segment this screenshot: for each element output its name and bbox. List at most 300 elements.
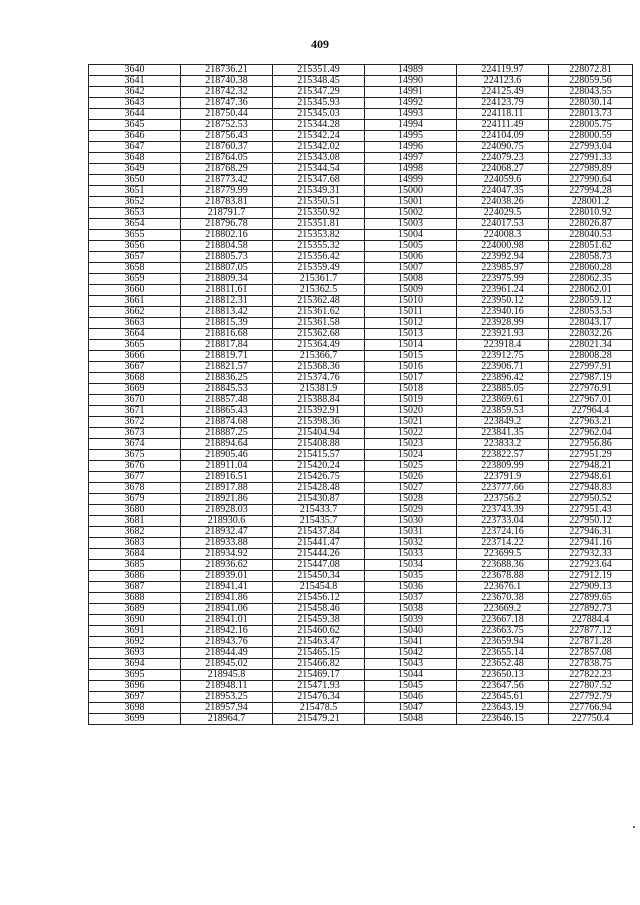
table-cell: 215426.75 xyxy=(273,472,365,483)
table-cell: 15044 xyxy=(365,670,457,681)
table-cell: 3693 xyxy=(89,648,181,659)
table-cell: 228062.35 xyxy=(549,274,633,285)
table-cell: 228072.81 xyxy=(549,65,633,76)
table-cell: 14991 xyxy=(365,87,457,98)
table-cell: 215345.93 xyxy=(273,98,365,109)
table-row xyxy=(89,175,633,186)
table-cell: 227997.91 xyxy=(549,362,633,373)
table-row xyxy=(89,219,633,230)
table-cell: 228062.01 xyxy=(549,285,633,296)
table-cell: 3667 xyxy=(89,362,181,373)
table-cell: 218805.73 xyxy=(181,252,273,263)
table-cell: 3685 xyxy=(89,560,181,571)
table-cell: 224008.3 xyxy=(457,230,549,241)
table-row xyxy=(89,659,633,670)
table-cell: 15009 xyxy=(365,285,457,296)
table-row xyxy=(89,208,633,219)
table-cell: 227807.52 xyxy=(549,681,633,692)
table-cell: 218932.47 xyxy=(181,527,273,538)
table-cell: 3649 xyxy=(89,164,181,175)
table-cell: 15030 xyxy=(365,516,457,527)
table-row xyxy=(89,263,633,274)
table-cell: 223975.99 xyxy=(457,274,549,285)
table-cell: 223733.04 xyxy=(457,516,549,527)
table-cell: 218791.7 xyxy=(181,208,273,219)
table-cell: 224038.26 xyxy=(457,197,549,208)
table-cell: 218905.46 xyxy=(181,450,273,461)
table-row xyxy=(89,197,633,208)
table-cell: 15020 xyxy=(365,406,457,417)
table-cell: 224047.35 xyxy=(457,186,549,197)
table-cell: 215450.34 xyxy=(273,571,365,582)
table-cell: 227991.33 xyxy=(549,153,633,164)
table-cell: 218911.04 xyxy=(181,461,273,472)
table-row xyxy=(89,560,633,571)
table-cell: 218742.32 xyxy=(181,87,273,98)
table-cell: 15038 xyxy=(365,604,457,615)
table-cell: 218917.88 xyxy=(181,483,273,494)
table-cell: 215444.26 xyxy=(273,549,365,560)
table-cell: 3688 xyxy=(89,593,181,604)
table-cell: 223961.24 xyxy=(457,285,549,296)
table-cell: 3640 xyxy=(89,65,181,76)
table-cell: 215356.42 xyxy=(273,252,365,263)
table-cell: 227932.33 xyxy=(549,549,633,560)
table-cell: 223885.05 xyxy=(457,384,549,395)
table-cell: 227838.75 xyxy=(549,659,633,670)
table-cell: 15011 xyxy=(365,307,457,318)
table-cell: 227766.94 xyxy=(549,703,633,714)
table-cell: 3646 xyxy=(89,131,181,142)
table-cell: 223985.97 xyxy=(457,263,549,274)
table-cell: 218779.99 xyxy=(181,186,273,197)
table-cell: 227857.08 xyxy=(549,648,633,659)
table-cell: 227948.61 xyxy=(549,472,633,483)
table-cell: 218812.31 xyxy=(181,296,273,307)
table-cell: 3656 xyxy=(89,241,181,252)
table-cell: 215458.46 xyxy=(273,604,365,615)
table-cell: 3666 xyxy=(89,351,181,362)
table-cell: 215469.17 xyxy=(273,670,365,681)
table-cell: 215420.24 xyxy=(273,461,365,472)
table-cell: 223669.2 xyxy=(457,604,549,615)
table-cell: 3679 xyxy=(89,494,181,505)
table-cell: 218819.71 xyxy=(181,351,273,362)
table-row xyxy=(89,186,633,197)
table-cell: 218933.88 xyxy=(181,538,273,549)
table-cell: 3686 xyxy=(89,571,181,582)
table-cell: 14999 xyxy=(365,175,457,186)
table-cell: 215437.84 xyxy=(273,527,365,538)
table-cell: 215353.82 xyxy=(273,230,365,241)
table-cell: 3680 xyxy=(89,505,181,516)
table-cell: 15013 xyxy=(365,329,457,340)
table-cell: 15047 xyxy=(365,703,457,714)
table-cell: 215478.5 xyxy=(273,703,365,714)
table-cell: 218953.25 xyxy=(181,692,273,703)
table-cell: 228043.17 xyxy=(549,318,633,329)
table-cell: 215366.7 xyxy=(273,351,365,362)
table-row xyxy=(89,329,633,340)
table-cell: 218813.42 xyxy=(181,307,273,318)
table-cell: 15028 xyxy=(365,494,457,505)
table-cell: 223646.15 xyxy=(457,714,549,725)
table-cell: 227946.31 xyxy=(549,527,633,538)
table-cell: 215349.31 xyxy=(273,186,365,197)
table-row xyxy=(89,362,633,373)
table-cell: 218773.42 xyxy=(181,175,273,186)
table-row xyxy=(89,527,633,538)
table-cell: 218874.68 xyxy=(181,417,273,428)
table-cell: 3644 xyxy=(89,109,181,120)
table-row xyxy=(89,450,633,461)
table-cell: 228051.62 xyxy=(549,241,633,252)
table-row xyxy=(89,582,633,593)
table-cell: 227892.73 xyxy=(549,604,633,615)
table-row xyxy=(89,384,633,395)
table-cell: 3678 xyxy=(89,483,181,494)
table-cell: 3676 xyxy=(89,461,181,472)
page-number: 409 xyxy=(311,37,329,51)
table-cell: 14998 xyxy=(365,164,457,175)
table-cell: 15016 xyxy=(365,362,457,373)
table-cell: 215348.45 xyxy=(273,76,365,87)
table-cell: 228040.53 xyxy=(549,230,633,241)
table-cell: 3655 xyxy=(89,230,181,241)
table-cell: 15005 xyxy=(365,241,457,252)
table-cell: 215456.12 xyxy=(273,593,365,604)
scan-mark xyxy=(633,826,635,828)
table-cell: 228059.56 xyxy=(549,76,633,87)
table-cell: 223896.42 xyxy=(457,373,549,384)
table-row xyxy=(89,153,633,164)
table-cell: 223714.22 xyxy=(457,538,549,549)
table-cell: 3654 xyxy=(89,219,181,230)
table-cell: 15045 xyxy=(365,681,457,692)
table-row xyxy=(89,549,633,560)
table-row xyxy=(89,593,633,604)
table-cell: 228059.12 xyxy=(549,296,633,307)
table-cell: 3690 xyxy=(89,615,181,626)
table-cell: 224029.5 xyxy=(457,208,549,219)
table-cell: 223912.75 xyxy=(457,351,549,362)
table-cell: 223743.39 xyxy=(457,505,549,516)
table-row xyxy=(89,604,633,615)
table-cell: 215364.49 xyxy=(273,340,365,351)
table-cell: 3643 xyxy=(89,98,181,109)
table-row xyxy=(89,109,633,120)
table-cell: 223918.4 xyxy=(457,340,549,351)
table-cell: 228005.75 xyxy=(549,120,633,131)
table-cell: 3650 xyxy=(89,175,181,186)
table-cell: 218857.48 xyxy=(181,395,273,406)
table-cell: 227912.19 xyxy=(549,571,633,582)
table-cell: 223670.38 xyxy=(457,593,549,604)
table-cell: 218752.53 xyxy=(181,120,273,131)
table-cell: 228060.28 xyxy=(549,263,633,274)
table-row xyxy=(89,637,633,648)
table-cell: 14994 xyxy=(365,120,457,131)
table-row xyxy=(89,681,633,692)
table-cell: 215361.62 xyxy=(273,307,365,318)
table-cell: 228000.59 xyxy=(549,131,633,142)
table-row xyxy=(89,241,633,252)
table-cell: 14997 xyxy=(365,153,457,164)
table-cell: 215398.36 xyxy=(273,417,365,428)
table-cell: 215479.21 xyxy=(273,714,365,725)
table-cell: 218936.62 xyxy=(181,560,273,571)
table-cell: 15018 xyxy=(365,384,457,395)
table-cell: 218921.86 xyxy=(181,494,273,505)
table-cell: 15001 xyxy=(365,197,457,208)
table-row xyxy=(89,340,633,351)
table-row xyxy=(89,516,633,527)
table-cell: 215355.32 xyxy=(273,241,365,252)
table-cell: 227950.52 xyxy=(549,494,633,505)
table-cell: 223928.99 xyxy=(457,318,549,329)
table-cell: 218894.64 xyxy=(181,439,273,450)
table-cell: 3651 xyxy=(89,186,181,197)
table-cell: 218887.25 xyxy=(181,428,273,439)
table-cell: 15006 xyxy=(365,252,457,263)
table-cell: 218941.41 xyxy=(181,582,273,593)
table-row xyxy=(89,648,633,659)
table-cell: 227951.29 xyxy=(549,450,633,461)
table-cell: 3699 xyxy=(89,714,181,725)
table-cell: 218811.61 xyxy=(181,285,273,296)
table-cell: 228008.28 xyxy=(549,351,633,362)
table-cell: 3670 xyxy=(89,395,181,406)
table-cell: 218939.01 xyxy=(181,571,273,582)
table-cell: 223678.88 xyxy=(457,571,549,582)
table-cell: 3698 xyxy=(89,703,181,714)
table-cell: 215471.93 xyxy=(273,681,365,692)
table-cell: 15023 xyxy=(365,439,457,450)
table-cell: 15025 xyxy=(365,461,457,472)
table-row xyxy=(89,285,633,296)
table-cell: 215347.68 xyxy=(273,175,365,186)
table-cell: 15015 xyxy=(365,351,457,362)
table-row xyxy=(89,76,633,87)
table-cell: 223699.5 xyxy=(457,549,549,560)
table-cell: 218821.57 xyxy=(181,362,273,373)
table-row xyxy=(89,472,633,483)
table-cell: 3663 xyxy=(89,318,181,329)
table-cell: 15043 xyxy=(365,659,457,670)
table-row xyxy=(89,538,633,549)
table-cell: 215465.15 xyxy=(273,648,365,659)
table-cell: 3677 xyxy=(89,472,181,483)
table-cell: 3692 xyxy=(89,637,181,648)
table-cell: 223906.71 xyxy=(457,362,549,373)
table-cell: 15037 xyxy=(365,593,457,604)
table-cell: 218756.43 xyxy=(181,131,273,142)
table-row xyxy=(89,505,633,516)
table-cell: 3658 xyxy=(89,263,181,274)
table-cell: 3673 xyxy=(89,428,181,439)
table-cell: 223992.94 xyxy=(457,252,549,263)
table-cell: 218804.58 xyxy=(181,241,273,252)
table-row xyxy=(89,296,633,307)
table-cell: 215362.48 xyxy=(273,296,365,307)
table-cell: 14993 xyxy=(365,109,457,120)
table-cell: 223940.16 xyxy=(457,307,549,318)
table-cell: 227989.89 xyxy=(549,164,633,175)
table-cell: 218942.16 xyxy=(181,626,273,637)
table-cell: 15027 xyxy=(365,483,457,494)
table-row xyxy=(89,615,633,626)
table-cell: 3672 xyxy=(89,417,181,428)
table-cell: 15046 xyxy=(365,692,457,703)
table-cell: 15007 xyxy=(365,263,457,274)
table-cell: 15042 xyxy=(365,648,457,659)
table-cell: 223833.2 xyxy=(457,439,549,450)
table-row xyxy=(89,164,633,175)
table-cell: 223652.48 xyxy=(457,659,549,670)
table-cell: 227967.01 xyxy=(549,395,633,406)
table-cell: 223724.16 xyxy=(457,527,549,538)
table-cell: 15031 xyxy=(365,527,457,538)
table-cell: 227987.19 xyxy=(549,373,633,384)
table-row xyxy=(89,318,633,329)
table-cell: 223756.2 xyxy=(457,494,549,505)
table-cell: 218796.78 xyxy=(181,219,273,230)
table-cell: 218865.43 xyxy=(181,406,273,417)
table-row xyxy=(89,417,633,428)
table-row xyxy=(89,692,633,703)
table-cell: 3648 xyxy=(89,153,181,164)
table-cell: 15014 xyxy=(365,340,457,351)
table-cell: 218944.49 xyxy=(181,648,273,659)
table-cell: 224119.97 xyxy=(457,65,549,76)
table-cell: 215374.76 xyxy=(273,373,365,384)
table-cell: 223921.93 xyxy=(457,329,549,340)
table-cell: 228058.73 xyxy=(549,252,633,263)
table-row xyxy=(89,461,633,472)
table-cell: 3665 xyxy=(89,340,181,351)
table-cell: 215351.81 xyxy=(273,219,365,230)
table-row xyxy=(89,131,633,142)
table-cell: 227884.4 xyxy=(549,615,633,626)
table-cell: 15004 xyxy=(365,230,457,241)
table-cell: 3694 xyxy=(89,659,181,670)
table-cell: 228032.26 xyxy=(549,329,633,340)
table-cell: 218760.37 xyxy=(181,142,273,153)
table-cell: 223655.14 xyxy=(457,648,549,659)
table-cell: 227956.86 xyxy=(549,439,633,450)
table-cell: 215433.7 xyxy=(273,505,365,516)
table-cell: 215404.94 xyxy=(273,428,365,439)
table-cell: 3674 xyxy=(89,439,181,450)
table-cell: 3662 xyxy=(89,307,181,318)
table-cell: 218807.05 xyxy=(181,263,273,274)
table-cell: 227941.16 xyxy=(549,538,633,549)
table-cell: 215368.36 xyxy=(273,362,365,373)
table-cell: 223869.61 xyxy=(457,395,549,406)
table-cell: 228043.55 xyxy=(549,87,633,98)
table-cell: 15041 xyxy=(365,637,457,648)
table-cell: 228013.73 xyxy=(549,109,633,120)
table-cell: 218764.05 xyxy=(181,153,273,164)
table-cell: 218783.81 xyxy=(181,197,273,208)
table-cell: 227948.83 xyxy=(549,483,633,494)
table-row xyxy=(89,252,633,263)
table-cell: 215350.51 xyxy=(273,197,365,208)
table-cell: 215454.8 xyxy=(273,582,365,593)
coordinate-table-body xyxy=(89,65,633,725)
table-cell: 223849.2 xyxy=(457,417,549,428)
table-cell: 3653 xyxy=(89,208,181,219)
table-cell: 227962.04 xyxy=(549,428,633,439)
table-cell: 215362.5 xyxy=(273,285,365,296)
table-cell: 227993.04 xyxy=(549,142,633,153)
table-cell: 224123.6 xyxy=(457,76,549,87)
table-cell: 3642 xyxy=(89,87,181,98)
table-cell: 218740.38 xyxy=(181,76,273,87)
table-cell: 215362.68 xyxy=(273,329,365,340)
table-cell: 3697 xyxy=(89,692,181,703)
table-cell: 15008 xyxy=(365,274,457,285)
table-row xyxy=(89,494,633,505)
table-cell: 215351.49 xyxy=(273,65,365,76)
table-cell: 224125.49 xyxy=(457,87,549,98)
table-cell: 223676.1 xyxy=(457,582,549,593)
table-row xyxy=(89,274,633,285)
table-cell: 218816.68 xyxy=(181,329,273,340)
table-row xyxy=(89,230,633,241)
table-cell: 15034 xyxy=(365,560,457,571)
table-cell: 223688.36 xyxy=(457,560,549,571)
table-cell: 15039 xyxy=(365,615,457,626)
table-cell: 224068.27 xyxy=(457,164,549,175)
table-cell: 215392.91 xyxy=(273,406,365,417)
table-cell: 3661 xyxy=(89,296,181,307)
table-cell: 227990.64 xyxy=(549,175,633,186)
table-cell: 227899.65 xyxy=(549,593,633,604)
table-cell: 215447.08 xyxy=(273,560,365,571)
table-cell: 218945.8 xyxy=(181,670,273,681)
table-cell: 15035 xyxy=(365,571,457,582)
table-row xyxy=(89,703,633,714)
table-cell: 218750.44 xyxy=(181,109,273,120)
table-cell: 224079.23 xyxy=(457,153,549,164)
table-cell: 224123.79 xyxy=(457,98,549,109)
table-cell: 227871.28 xyxy=(549,637,633,648)
table-cell: 218815.39 xyxy=(181,318,273,329)
table-cell: 215361.7 xyxy=(273,274,365,285)
table-row xyxy=(89,406,633,417)
table-cell: 224000.98 xyxy=(457,241,549,252)
table-cell: 223659.94 xyxy=(457,637,549,648)
table-cell: 215344.54 xyxy=(273,164,365,175)
table-cell: 15010 xyxy=(365,296,457,307)
table-cell: 15002 xyxy=(365,208,457,219)
table-cell: 223645.61 xyxy=(457,692,549,703)
table-cell: 227822.23 xyxy=(549,670,633,681)
table-row xyxy=(89,395,633,406)
table-cell: 215381.9 xyxy=(273,384,365,395)
table-cell: 215430.87 xyxy=(273,494,365,505)
table-cell: 227976.91 xyxy=(549,384,633,395)
table-cell: 227792.79 xyxy=(549,692,633,703)
table-cell: 15040 xyxy=(365,626,457,637)
table-cell: 215388.84 xyxy=(273,395,365,406)
table-cell: 227951.43 xyxy=(549,505,633,516)
table-cell: 15029 xyxy=(365,505,457,516)
table-row xyxy=(89,714,633,725)
table-cell: 228026.87 xyxy=(549,219,633,230)
table-cell: 215460.62 xyxy=(273,626,365,637)
